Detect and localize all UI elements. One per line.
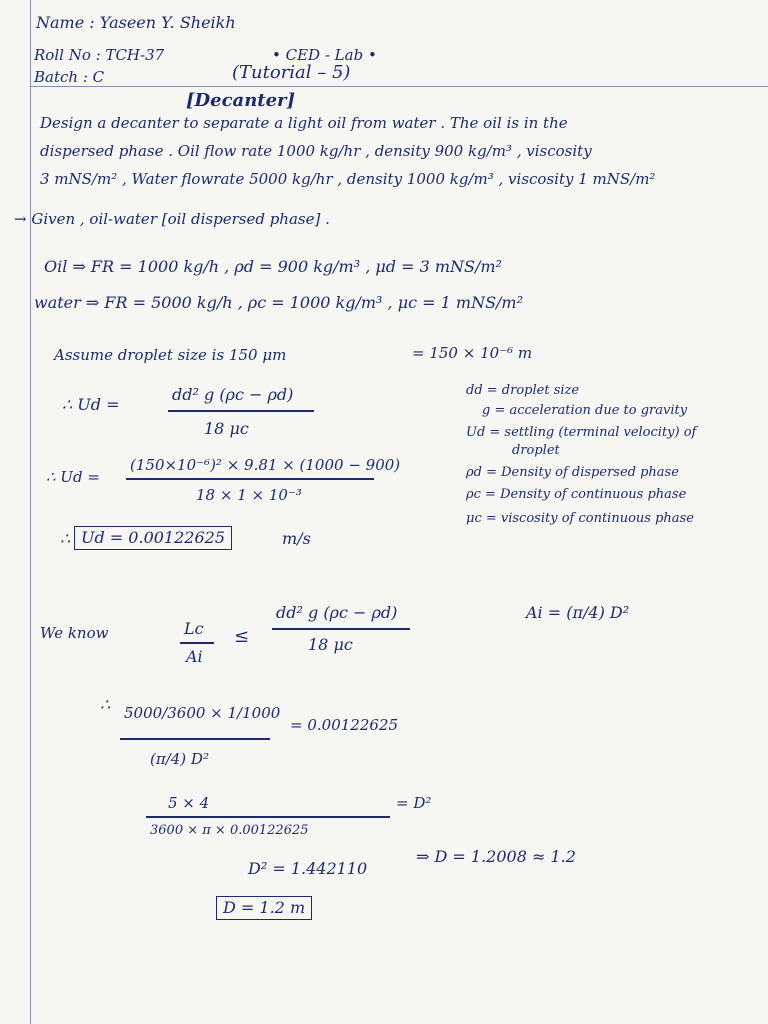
area-formula: Ai = (π/4) D² xyxy=(526,603,630,622)
ud-result-lead: ∴ xyxy=(60,529,71,548)
step2-denominator: 3600 × π × 0.00122625 xyxy=(150,823,309,838)
calc-lead: ∴ xyxy=(100,695,111,714)
given-line: → Given , oil-water [oil dispersed phase] . xyxy=(14,210,330,228)
diameter-approx: ⇒ D = 1.2008 ≈ 1.2 xyxy=(416,847,576,866)
we-know-fraction-bar xyxy=(272,628,410,630)
calc-numerator: 5000/3600 × 1/1000 xyxy=(124,704,281,722)
legend-item: g = acceleration due to gravity xyxy=(482,403,688,418)
lab-title: • CED - Lab • xyxy=(272,46,377,64)
tutorial-title: (Tutorial – 5) xyxy=(232,62,351,83)
problem-line-1: Design a decanter to separate a light oil from water . The oil is in the xyxy=(40,114,568,132)
student-name: Name : Yaseen Y. Sheikh xyxy=(36,13,236,32)
ud-formula-denominator: 18 μc xyxy=(204,419,249,438)
we-know-denominator: 18 μc xyxy=(308,635,353,654)
d-squared-value: D² = 1.442110 xyxy=(248,859,368,878)
legend-item: dd = droplet size xyxy=(466,383,580,398)
given-water: water ⇒ FR = 5000 kg/h , ρc = 1000 kg/m³ , μc = 1 mNS/m² xyxy=(34,293,524,312)
topic-title: [Decanter] xyxy=(186,90,296,111)
legend-item: ρc = Density of continuous phase xyxy=(466,487,687,502)
inequality-sign: ≤ xyxy=(234,626,250,647)
ud-sub-denominator: 18 × 1 × 10⁻³ xyxy=(196,486,302,504)
ud-result-boxed: Ud = 0.00122625 xyxy=(74,526,232,550)
given-oil: Oil ⇒ FR = 1000 kg/h , ρd = 900 kg/m³ , μd = 3 mNS/m² xyxy=(44,257,502,276)
step2-fraction-bar xyxy=(146,816,390,818)
step2-rhs: = D² xyxy=(396,794,432,812)
problem-line-2: dispersed phase . Oil flow rate 1000 kg/hr , density 900 kg/m³ , viscosity xyxy=(40,142,592,160)
legend-item: ρd = Density of dispersed phase xyxy=(466,465,679,480)
final-answer: D = 1.2 m xyxy=(216,896,312,920)
calc-result: = 0.00122625 xyxy=(290,716,398,734)
legend-item: μc = viscosity of continuous phase xyxy=(466,511,694,526)
assume-text: Assume droplet size is 150 μm xyxy=(54,346,287,364)
ud-result-unit: m/s xyxy=(282,529,311,548)
ud-sub-fraction-bar xyxy=(126,478,374,480)
legend-item: droplet xyxy=(512,443,560,458)
calc-fraction-bar xyxy=(120,738,270,740)
legend-item: Ud = settling (terminal velocity) of xyxy=(466,425,697,440)
ud-sub-numerator: (150×10⁻⁶)² × 9.81 × (1000 − 900) xyxy=(130,456,401,474)
step2-numerator: 5 × 4 xyxy=(168,794,210,812)
margin-line xyxy=(30,0,31,1024)
batch: Batch : C xyxy=(34,68,105,86)
calc-denominator: (π/4) D² xyxy=(150,750,209,768)
we-know-label: We know xyxy=(40,624,109,642)
header-rule xyxy=(30,86,768,87)
lc-numerator: Lc xyxy=(184,619,204,638)
ud-formula-lead: ∴ Ud = xyxy=(62,395,120,414)
problem-line-3: 3 mNS/m² , Water flowrate 5000 kg/hr , density 1000 kg/m³ , viscosity 1 mNS/m² xyxy=(40,170,656,188)
roll-number: Roll No : TCH-37 xyxy=(34,46,165,64)
assume-value: = 150 × 10⁻⁶ m xyxy=(412,344,533,362)
ud-sub-lead: ∴ Ud = xyxy=(46,468,100,486)
ud-formula-numerator: dd² g (ρc − ρd) xyxy=(172,385,294,404)
ai-denominator: Ai xyxy=(186,647,203,666)
we-know-numerator: dd² g (ρc − ρd) xyxy=(276,603,398,622)
ud-formula-fraction-bar xyxy=(168,410,314,412)
lc-fraction-bar xyxy=(180,642,214,644)
